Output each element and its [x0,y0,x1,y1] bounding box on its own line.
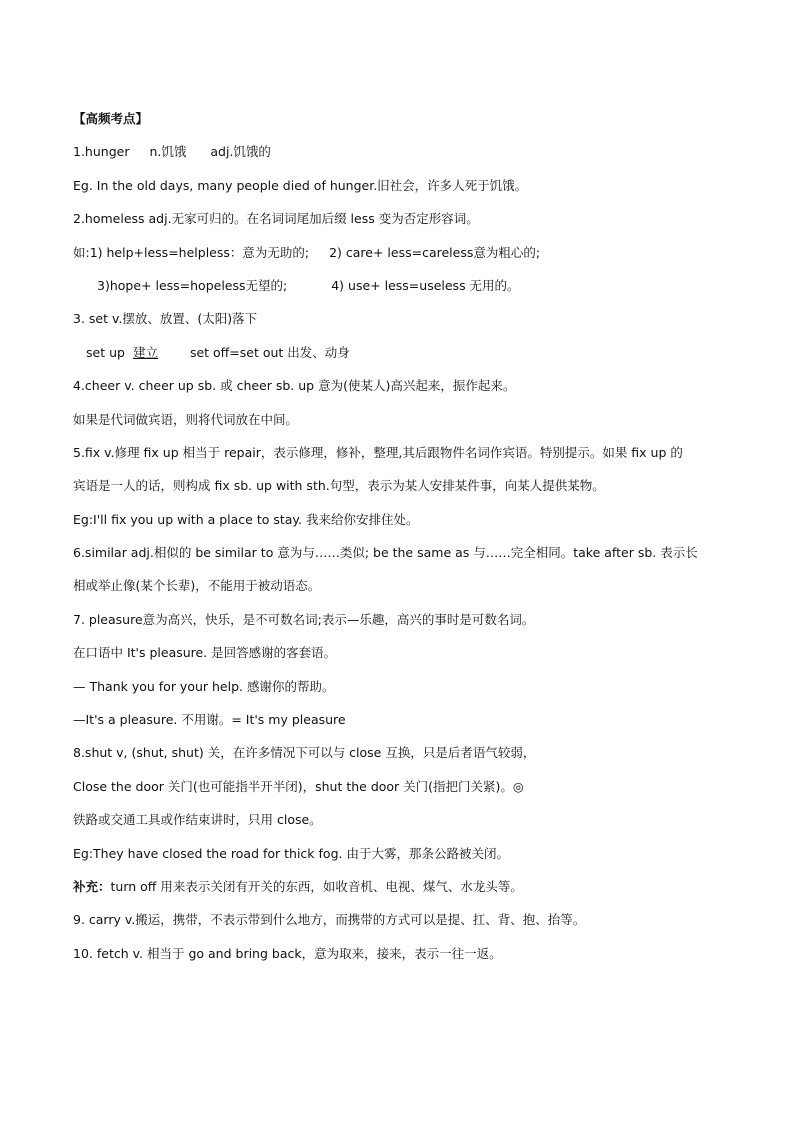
set-phrases [73,336,733,369]
item-10-fetch: 10. fetch v. 相当于 go and bring back，意为取来，接来，表示一往一返。 [73,945,502,961]
example-careless: 2) care+ less=careless意为粗心的; [329,244,541,260]
phrase-set-off: set off=set out 出发、动身 [189,344,350,360]
shut-close-compare: Close the door 关门(也可能指半开半闭)，shut the door 关门(指把门关紧)。◎ [73,778,524,794]
supplement-text: turn off 用来表示关闭有开关的东西，如收音机、电视、煤气、水龙头等。 [110,878,523,894]
dialogue-thank-you: — Thank you for your help. 感谢你的帮助。 [73,678,335,694]
item-9-carry: 9. carry v.搬运，携带，不表示带到什么地方，而携带的方式可以是提、扛、背、抱、抬等。 [73,912,586,928]
example-close: Eg:They have closed the road for thick fog. 由于大雾，那条公路被关闭。 [73,845,509,861]
cheer-note: 如果是代词做宾语，则将代词放在中间。 [73,411,299,427]
item-4-cheer: 4.cheer v. cheer up sb. 或 cheer sb. up 意为(使某人)高兴起来，振作起来。 [73,378,516,394]
item-5-fix: 5.fix v.修理 fix up 相当于 repair，表示修理，修补，整理,其后跟物件名词作宾语。特别提示。如果 fix up 的 [73,444,683,460]
item-8-shut: 8.shut v, (shut, shut) 关，在许多情况下可以与 close 互换，只是后者语气较弱， [73,745,536,761]
fix-note: 宾语是一人的话，则构成 fix sb. up with sth.句型，表示为某人安排某件事，向某人提供某物。 [73,478,605,494]
document-body [73,102,733,970]
example-fix: Eg:I'll fix you up with a place to stay. 我来给你安排住处。 [73,511,419,527]
item-6-similar: 6.similar adj.相似的 be similar to 意为与……类似; be the same as 与……完全相同。take after sb. 表示长 [73,545,698,561]
section-title: 【高频考点】 [73,111,149,126]
example-useless: 4) use+ less=useless 无用的。 [331,277,520,293]
similar-note: 相或举止像(某个长辈)，不能用于被动语态。 [73,578,321,594]
dialogue-pleasure: —It's a pleasure. 不用谢。= It's my pleasure [73,712,346,728]
phrase-set-up: set up [86,344,125,360]
example-hopeless: 3)hope+ less=hopeless无望的; [97,277,288,293]
phrase-set-up-meaning: 建立 [132,344,158,360]
item-3-set: 3. set v.摆放、放置、(太阳)落下 [73,311,258,327]
item-1-noun: n.饥饿 [149,144,187,160]
item-1-adj: adj.饥饿的 [210,144,271,160]
supplement-label: 补充： [73,878,111,894]
close-note: 铁路或交通工具或作结束讲时，只用 close。 [73,812,322,828]
item-2-homeless: 2.homeless adj.无家可归的。在名词词尾加后缀 less 变为否定形容词。 [73,211,479,227]
item-1-hunger [73,135,733,168]
item-7-pleasure: 7. pleasure意为高兴，快乐，是不可数名词;表示—乐趣，高兴的事时是可数名词。 [73,611,535,627]
example-hunger: Eg. In the old days, many people died of hunger.旧社会，许多人死于饥饿。 [73,177,528,193]
example-helpless: 如:1) help+less=helpless：意为无助的; [73,244,310,260]
item-1-word: 1.hunger [73,144,130,160]
homeless-examples-2 [73,269,733,302]
supplement-note [73,870,733,903]
homeless-examples-1 [73,236,733,269]
pleasure-note: 在口语中 It's pleasure. 是回答感谢的客套语。 [73,645,337,661]
